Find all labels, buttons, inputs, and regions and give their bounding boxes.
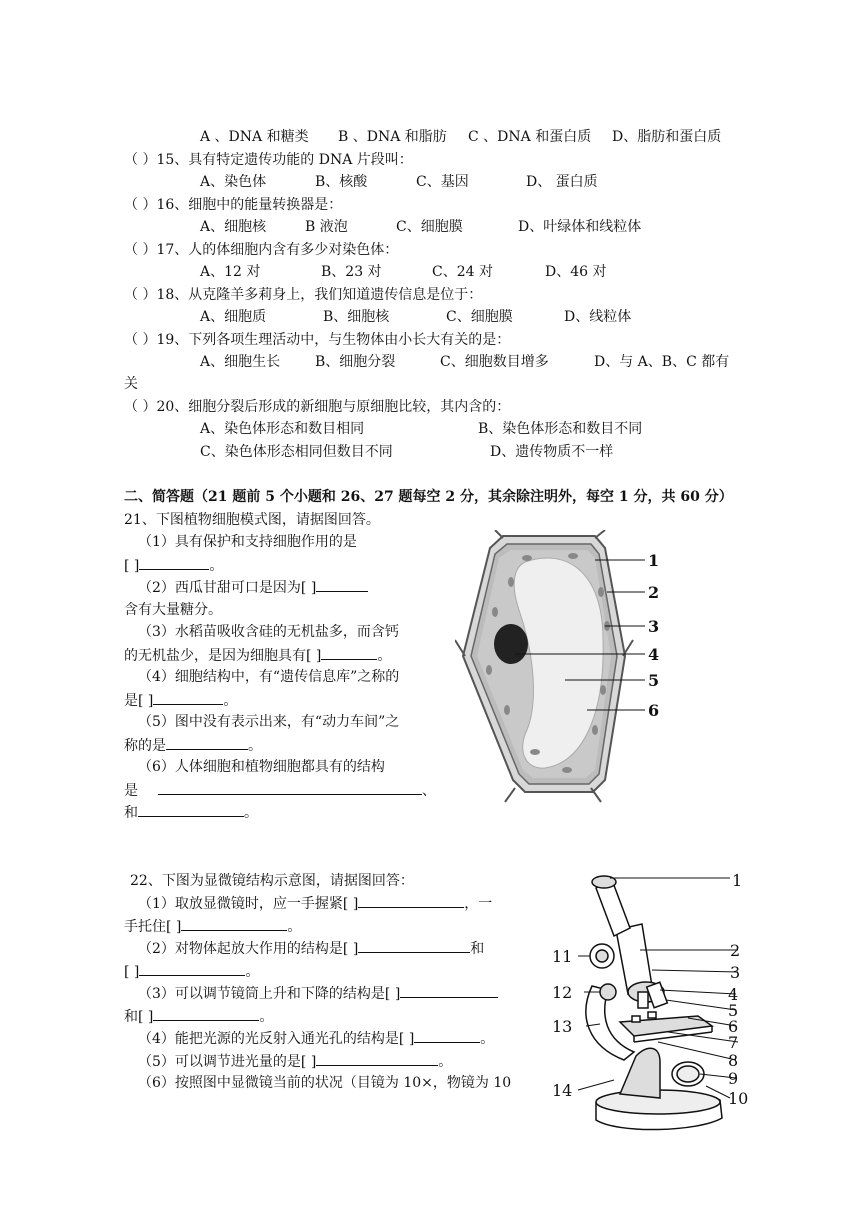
q21-p3-answer-blank[interactable] [321,645,377,660]
microscope-label-4: 4 [728,985,739,1004]
q14-option-b: B 、DNA 和脂肪 [338,129,447,145]
q21-p5-text: 称的是 [124,738,166,754]
q15-option-a: A、染色体 [200,174,267,190]
q22-p1-answer-blank-2[interactable] [181,916,287,931]
q22-p2-and: 和 [470,941,485,957]
q22-p6-line: （6）按照图中显微镜当前的状况（目镜为 10×，物镜为 10 [138,1075,512,1091]
q17-option-a: A、12 对 [200,264,261,280]
microscope-label-2: 2 [730,941,741,960]
q22-p4-answer-blank[interactable] [414,1028,480,1043]
q18-option-c: C、细胞膜 [446,309,513,325]
q21-p6-period: 。 [244,805,258,821]
q21-p3-period: 。 [377,648,392,664]
microscope-label-10: 10 [728,1089,749,1108]
q19-stem: （ ）19、下列各项生理活动中，与生物体由小长大有关的是： [124,332,511,348]
q22-p2-line1 [138,938,484,959]
q21-p1-line2 [124,555,223,576]
microscope-label-6: 6 [728,1017,739,1036]
q22-stem: 22、下图为显微镜结构示意图，请据图回答： [130,873,414,889]
section-2-title: 二、简答题（21 题前 5 个小题和 26、27 题每空 2 分，其余除注明外，每空 1 分，共 60 分） [124,489,733,505]
q21-p2-line2: 含有大量糖分。 [124,602,222,618]
q22-p3-answer-blank-2[interactable] [153,1006,259,1021]
q16-option-b: B 液泡 [305,219,348,235]
q20-option-b: B、染色体形态和数目不同 [478,421,643,437]
q21-p2-text: （2）西瓜甘甜可口是因为[ ] [138,580,317,596]
q22-p2-text: （2）对物体起放大作用的结构是[ ] [138,941,359,957]
q19-wrap: 关 [124,376,138,392]
q21-p1-answer-blank[interactable] [139,555,209,570]
q18-stem: （ ）18、从克隆羊多莉身上，我们知道遗传信息是位于： [124,287,483,303]
cell-label-2: 2 [648,583,660,602]
microscope-label-7: 7 [728,1033,739,1052]
cell-label-6: 6 [648,701,660,720]
q20-option-d: D、遗传物质不一样 [490,444,614,460]
q22-p3-period: 。 [259,1009,274,1025]
q22-p3-line1 [138,983,498,1004]
q20-option-c: C、染色体形态相同但数目不同 [200,444,393,460]
q16-stem: （ ）16、细胞中的能量转换器是： [124,197,343,213]
q21-p1-bracket[interactable]: [ ] [124,558,140,574]
q21-p6-answer-blank-2[interactable] [138,802,244,817]
q22-p3-text: （3）可以调节镜筒上升和下降的结构是[ ] [138,986,401,1002]
q21-p6-comma: 、 [422,783,436,799]
q22-p2-bracket: [ ] [124,964,140,980]
q22-p1-text3: 手托住[ ] [124,919,182,935]
q22-p1-answer-blank-1[interactable] [358,893,464,908]
q21-p6-text: 是 [124,783,138,799]
q22-p3-text2: 和[ ] [124,1009,154,1025]
q18-option-a: A、细胞质 [200,309,267,325]
microscope-label-11: 11 [552,947,573,966]
q21-p4-line2 [124,690,237,711]
q22-p1-line2 [124,916,301,937]
q14-option-a: A 、DNA 和糖类 [200,129,309,145]
q21-p5-line1: （5）图中没有表示出来，有“动力车间”之 [138,714,400,730]
q22-p5-answer-blank[interactable] [316,1051,438,1066]
q19-option-c: C、细胞数目增多 [440,354,549,370]
q18-option-d: D、线粒体 [564,309,632,325]
q21-p5-period: 。 [248,738,262,754]
q16-option-a: A、细胞核 [200,219,267,235]
q21-stem: 21、下图植物细胞模式图，请据图回答。 [124,512,380,528]
q16-option-c: C、细胞膜 [396,219,463,235]
microscope-label-13: 13 [552,1017,573,1036]
q21-p2-answer-blank[interactable] [316,577,368,592]
q17-option-b: B、23 对 [321,264,382,280]
q15-stem: （ ）15、具有特定遗传功能的 DNA 片段叫： [124,152,413,168]
q21-p4-line1: （4）细胞结构中，有“遗传信息库”之称的 [138,669,400,685]
cell-label-3: 3 [648,617,660,636]
q21-p3-line1: （3）水稻苗吸收含硅的无机盐多，而含钙 [138,624,399,640]
q16-option-d: D、叶绿体和线粒体 [518,219,642,235]
cell-label-1: 1 [648,551,660,570]
q22-p1-period: 。 [287,919,302,935]
q15-option-c: C、基因 [416,174,469,190]
microscope-label-1: 1 [732,871,743,890]
q19-option-d: D、与 A、B、C 都有 [594,354,730,370]
q21-p3-text: 的无机盐少，是因为细胞具有[ ] [124,648,322,664]
q21-p3-line2 [124,645,391,666]
q21-p6-and: 和 [124,805,138,821]
q21-p1-period: 。 [209,558,224,574]
microscope-label-8: 8 [728,1051,739,1070]
q22-p4-period: 。 [480,1031,495,1047]
q22-p5-period: 。 [438,1054,453,1070]
q14-option-d: D、脂肪和蛋白质 [612,129,722,145]
q15-option-d: D、 蛋白质 [526,174,598,190]
q15-option-b: B、核酸 [315,174,368,190]
q18-option-b: B、细胞核 [323,309,390,325]
q22-p2-period: 。 [245,964,260,980]
q22-p1-line1 [138,893,492,914]
q20-option-a: A、染色体形态和数目相同 [200,421,365,437]
q22-p1-text: （1）取放显微镜时，应一手握紧[ ] [138,896,359,912]
q22-p4-text: （4）能把光源的光反射入通光孔的结构是[ ] [138,1031,415,1047]
q22-p2-line2 [124,961,259,982]
q19-option-b: B、细胞分裂 [315,354,396,370]
q17-option-c: C、24 对 [432,264,493,280]
q21-p6-line2 [124,780,436,801]
q22-p1-text2: ，一 [464,896,493,912]
q21-p6-line3 [124,802,258,823]
microscope-label-9: 9 [728,1069,739,1088]
q21-p6-answer-blank-1[interactable] [158,780,422,795]
q22-p5-line [138,1051,452,1072]
microscope-label-5: 5 [728,1001,739,1020]
microscope-label-3: 3 [730,963,741,982]
q21-p2-line1 [138,577,368,598]
q22-p4-line [138,1028,494,1049]
q17-option-d: D、46 对 [545,264,607,280]
cell-label-4: 4 [648,645,660,664]
q21-p1-line1: （1）具有保护和支持细胞作用的是 [138,534,357,550]
q21-p5-line2 [124,735,262,756]
q22-p2-answer-blank-1[interactable] [358,938,470,953]
q17-stem: （ ）17、人的体细胞内含有多少对染色体： [124,242,399,258]
cell-label-5: 5 [648,671,660,690]
q22-p5-text: （5）可以调节进光量的是[ ] [138,1054,317,1070]
microscope-label-14: 14 [552,1081,573,1100]
q20-stem: （ ）20、细胞分裂后形成的新细胞与原细胞比较，其内含的： [124,399,511,415]
q21-p6-line1: （6）人体细胞和植物细胞都具有的结构 [138,759,385,775]
q21-p4-answer-blank[interactable] [153,690,223,705]
plant-cell-diagram [455,530,670,805]
q21-p4-text: 是[ ] [124,693,154,709]
q19-option-a: A、细胞生长 [200,354,281,370]
q22-p3-line2 [124,1006,273,1027]
microscope-label-12: 12 [552,983,573,1002]
q14-option-c: C 、DNA 和蛋白质 [468,129,592,145]
q22-p2-answer-blank-2[interactable] [139,961,245,976]
microscope-diagram [548,866,778,1146]
q21-p5-answer-blank[interactable] [166,735,248,750]
q22-p3-answer-blank-1[interactable] [400,983,498,998]
q21-p4-period: 。 [223,693,238,709]
